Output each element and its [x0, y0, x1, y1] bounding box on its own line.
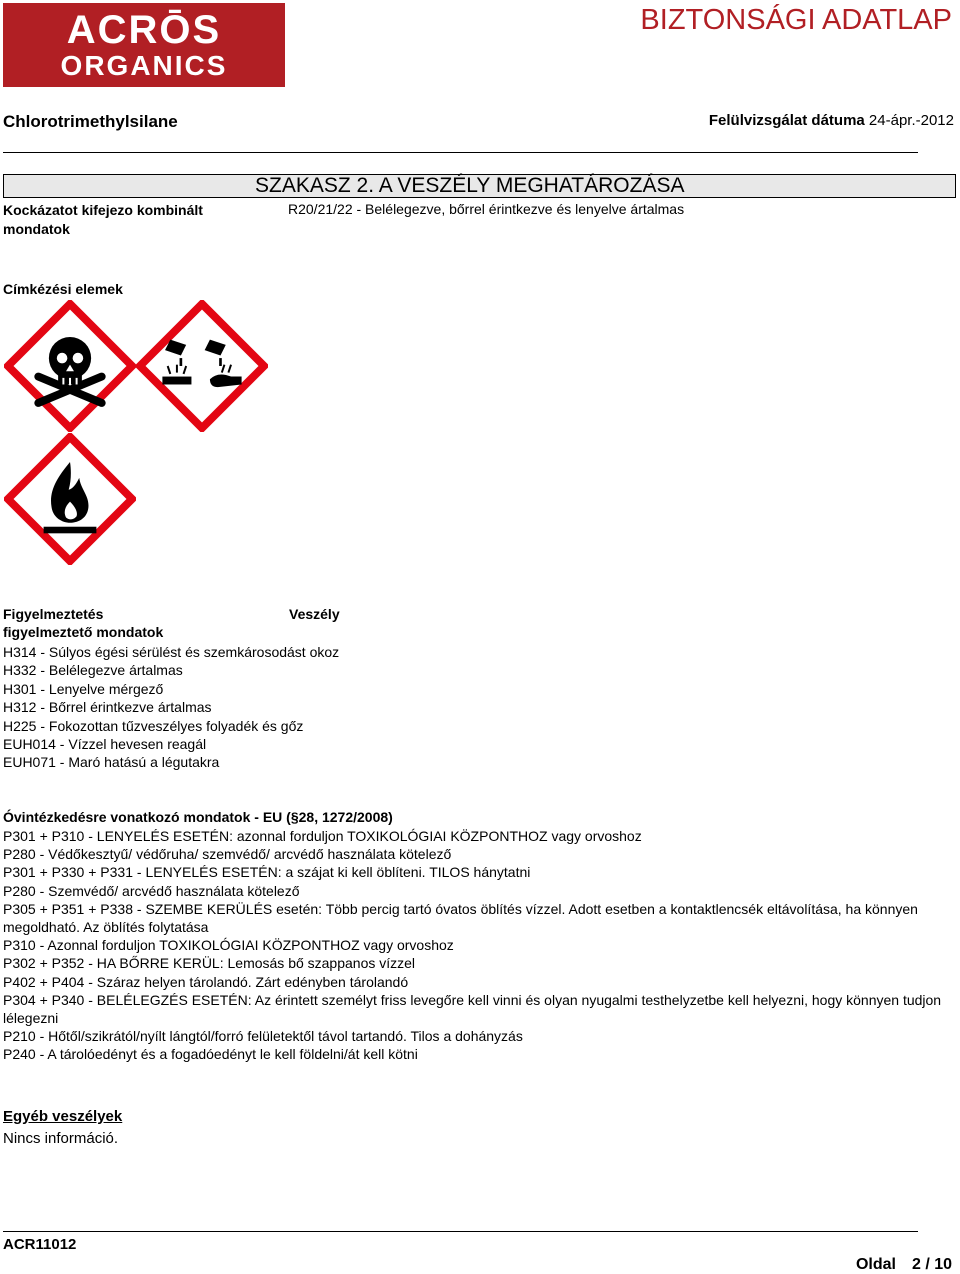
- hazard-statement: H314 - Súlyos égési sérülést és szemkárosodást okoz: [3, 644, 340, 660]
- precautionary-statement: P301 + P310 - LENYELÉS ESETÉN: azonnal forduljon TOXIKOLÓGIAI KÖZPONTHOZ vagy orvoshoz: [3, 828, 642, 844]
- corrosion-icon: [136, 300, 268, 432]
- precautionary-statements-title: Óvintézkedésre vonatkozó mondatok - EU (§28, 1272/2008): [3, 809, 393, 825]
- flame-icon: [4, 433, 136, 565]
- footer-divider: [3, 1231, 918, 1232]
- precautionary-statement: P304 + P340 - BELÉLEGZÉS ESETÉN: Az érintett személyt friss levegőre kell vinni és olyan nyugalmi testhelyzetbe kell helyezni, hogy könnyen tudjon lélegezni: [3, 991, 942, 1027]
- precautionary-statement: P240 - A tárolóedényt és a fogadóedényt le kell földelni/át kell kötni: [3, 1046, 418, 1063]
- page-number: 2 / 10: [911, 1256, 952, 1273]
- hazard-statement: EUH071 - Maró hatású a légutakra: [3, 754, 220, 771]
- hazard-statements-list: [3, 643, 903, 772]
- revision-date: [709, 112, 954, 129]
- precautionary-statement: P402 + P404 - Száraz helyen tárolandó. Zárt edényben tárolandó: [3, 973, 409, 990]
- document-title: BIZTONSÁGI ADATLAP: [640, 4, 952, 36]
- revision-date-value: 24-ápr.-2012: [868, 112, 954, 129]
- precautionary-statement: P210 - Hőtől/szikrától/nyílt lángtól/forró felületektől távol tartandó. Tilos a dohányzás: [3, 1028, 523, 1045]
- risk-phrases-label: Kockázatot kifejezo kombinált mondatok: [3, 202, 203, 237]
- precautionary-statement: P302 + P352 - HA BŐRRE KERÜL: Lemosás bő szappanos vízzel: [3, 955, 416, 972]
- risk-phrases-text: R20/21/22 - Belélegezve, bőrrel érintkezve és lenyelve ártalmas: [288, 201, 685, 217]
- page-indicator: [856, 1256, 952, 1274]
- hazard-statement: H312 - Bőrrel érintkezve ártalmas: [3, 699, 212, 716]
- signal-word-label: Figyelmeztetés: [3, 606, 104, 622]
- signal-word: Veszély: [289, 606, 340, 622]
- other-hazards-title: Egyéb veszélyek: [3, 1108, 123, 1125]
- hazard-statement: H301 - Lenyelve mérgező: [3, 680, 164, 697]
- revision-label: Felülvizsgálat dátuma: [708, 112, 865, 129]
- precautionary-statement: P310 - Azonnal forduljon TOXIKOLÓGIAI KÖZPONTHOZ vagy orvoshoz: [3, 937, 454, 954]
- logo-line-1: ACRŌS: [66, 8, 222, 52]
- hazard-statements-title: figyelmeztető mondatok: [3, 624, 164, 640]
- label-elements-title: Címkézési elemek: [3, 281, 123, 297]
- precautionary-statement: P280 - Védőkesztyű/ védőruha/ szemvédő/ arcvédő használata kötelező: [3, 846, 452, 863]
- acros-organics-logo: [3, 3, 285, 87]
- precautionary-statements-list: [3, 827, 958, 1064]
- precautionary-statement: P301 + P330 + P331 - LENYELÉS ESETÉN: a szájat ki kell öblíteni. TILOS hánytatni: [3, 864, 531, 881]
- hazard-statement: H332 - Belélegezve ártalmas: [3, 662, 183, 679]
- header-divider: [3, 152, 918, 153]
- document-code: ACR11012: [3, 1236, 77, 1253]
- hazard-statement: EUH014 - Vízzel hevesen reagál: [3, 736, 207, 753]
- section-title: SZAKASZ 2. A VESZÉLY MEGHATÁROZÁSA: [255, 174, 685, 197]
- hazard-statement: H225 - Fokozottan tűzveszélyes folyadék és gőz: [3, 717, 304, 734]
- logo-line-2: ORGANICS: [60, 50, 228, 81]
- other-hazards-text: Nincs információ.: [3, 1130, 119, 1147]
- precautionary-statement: P280 - Szemvédő/ arcvédő használata kötelező: [3, 882, 300, 899]
- product-name: Chlorotrimethylsilane: [3, 112, 178, 131]
- precautionary-statement: P305 + P351 + P338 - SZEMBE KERÜLÉS esetén: Több percig tartó óvatos öblítés vízzel. Adott esetben a kontaktlencsék eltávolítása, ha könnyen megoldható. Az öblítés folytatása: [3, 900, 918, 936]
- page-label: Oldal: [855, 1256, 896, 1273]
- skull-crossbones-icon: [4, 300, 136, 432]
